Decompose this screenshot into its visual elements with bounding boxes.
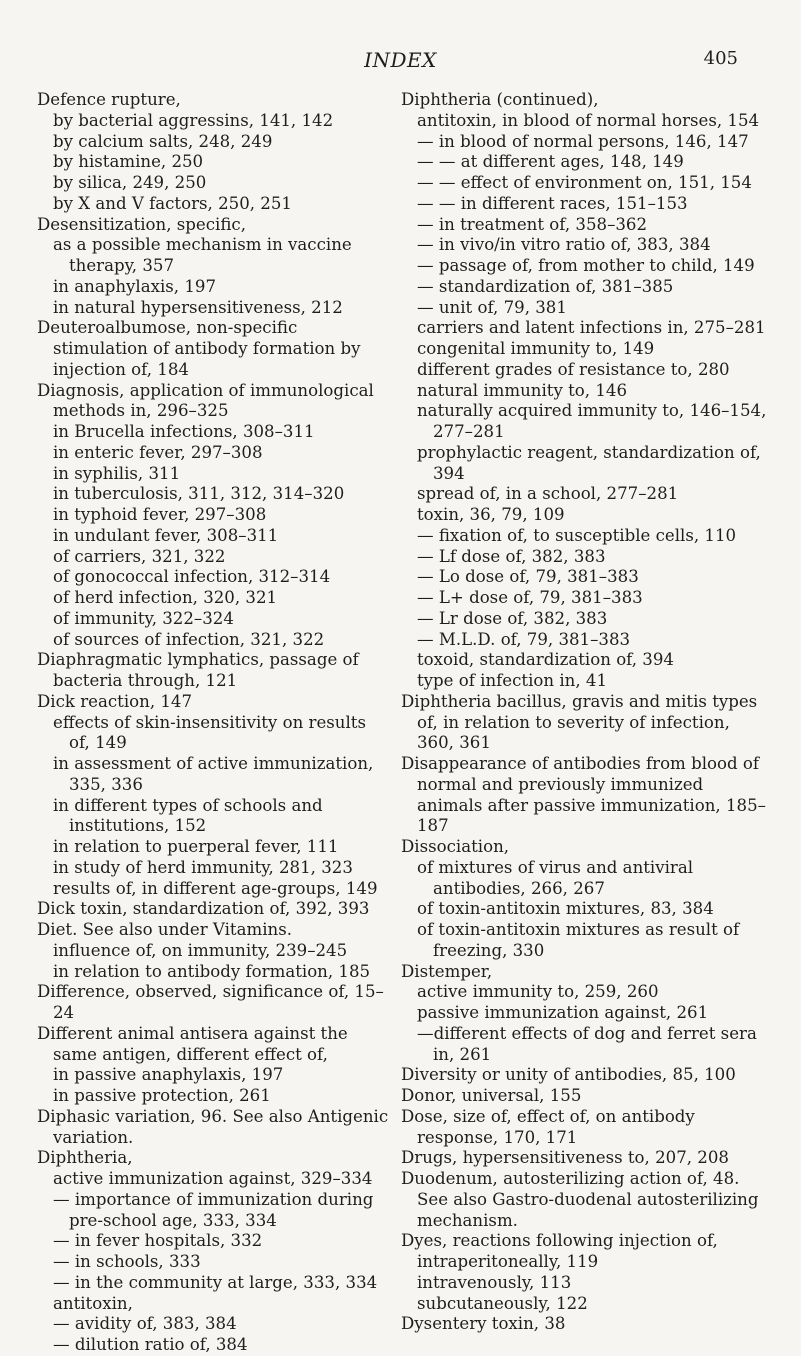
- index-entry: Diversity or unity of antibodies, 85, 100: [401, 1065, 736, 1085]
- index-entry: Diphtheria bacillus, gravis and mitis types of, in relation to severity of infection, 360, 361: [401, 691, 758, 753]
- index-subentry: — dilution ratio of, 384: [53, 1335, 248, 1354]
- index-subentry: in study of herd immunity, 281, 323: [53, 857, 353, 877]
- index-subentry: natural immunity to, 146: [417, 380, 627, 400]
- index-subentry: influence of, on immunity, 239–245: [53, 940, 348, 960]
- index-subentry: in assessment of active immunization, 335, 336: [53, 754, 374, 794]
- index-subentry: in relation to antibody formation, 185: [53, 961, 371, 981]
- index-subentry: antitoxin,: [53, 1293, 133, 1313]
- index-subentry: — in vivo/in vitro ratio of, 383, 384: [417, 235, 711, 255]
- index-entry: Diagnosis, application of immunological methods in, 296–325: [37, 380, 374, 421]
- index-subentry: of mixtures of virus and antiviral antibodies, 266, 267: [417, 857, 694, 898]
- index-entry: Deuteroalbumose, non-specific stimulation of antibody formation by injection of, 184: [37, 318, 361, 379]
- index-subentry: antitoxin, in blood of normal horses, 154: [417, 110, 760, 130]
- index-subentry: of sources of infection, 321, 322: [53, 629, 325, 649]
- index-entry: Defence rupture,: [37, 90, 181, 109]
- index-subentry: — Lo dose of, 79, 381–383: [417, 567, 639, 587]
- index-subentry: — in fever hospitals, 332: [53, 1231, 263, 1251]
- index-subentry: effects of skin-insensitivity on results of, 149: [53, 712, 366, 753]
- index-entry: Desensitization, specific,: [37, 214, 246, 234]
- index-entry: Dissociation,: [401, 837, 510, 856]
- index-subentry: by histamine, 250: [53, 152, 204, 172]
- index-subentry: in Brucella infections, 308–311: [53, 422, 315, 441]
- index-entry: Diaphragmatic lymphatics, passage of bacteria through, 121: [37, 650, 359, 690]
- index-subentry: spread of, in a school, 277–281: [417, 484, 679, 504]
- index-subentry: congenital immunity to, 149: [417, 339, 655, 358]
- index-subentry: active immunity to, 259, 260: [417, 982, 659, 1002]
- index-entry: Diphtheria,: [37, 1148, 133, 1168]
- index-subentry: in passive anaphylaxis, 197: [53, 1065, 284, 1085]
- index-subentry: of toxin-antitoxin mixtures as result of freezing, 330: [417, 920, 740, 960]
- index-subentry: — in the community at large, 333, 334: [53, 1272, 378, 1292]
- index-subentry: — Lf dose of, 382, 383: [417, 546, 606, 566]
- index-column-right: [401, 90, 772, 1335]
- index-subentry: — — effect of environment on, 151, 154: [417, 173, 752, 192]
- index-subentry: type of infection in, 41: [417, 671, 608, 690]
- index-entry: Donor, universal, 155: [401, 1086, 582, 1105]
- index-subentry: by silica, 249, 250: [53, 173, 207, 192]
- index-subentry: — standardization of, 381–385: [417, 276, 674, 296]
- index-entry: Distemper,: [401, 961, 493, 981]
- index-subentry: —different effects of dog and ferret sera in, 261: [417, 1023, 757, 1064]
- index-subentry: — M.L.D. of, 79, 381–383: [417, 629, 631, 649]
- index-subentry: toxin, 36, 79, 109: [417, 505, 565, 524]
- index-subentry: in syphilis, 311: [53, 463, 181, 483]
- index-subentry: naturally acquired immunity to, 146–154, 277–281: [417, 401, 767, 441]
- index-subentry: in passive protection, 261: [53, 1086, 271, 1105]
- index-subentry: by bacterial aggressins, 141, 142: [53, 110, 334, 130]
- index-entry: Dose, size of, effect of, on antibody response, 170, 171: [401, 1106, 695, 1147]
- index-subentry: — importance of immunization during pre-school age, 333, 334: [53, 1189, 374, 1230]
- index-entry: Drugs, hypersensitiveness to, 207, 208: [401, 1148, 729, 1168]
- index-subentry: — — in different races, 151–153: [417, 193, 688, 213]
- index-subentry: of toxin-antitoxin mixtures, 83, 384: [417, 899, 714, 919]
- index-subentry: active immunization against, 329–334: [53, 1169, 373, 1188]
- index-subentry: in different types of schools and institutions, 152: [53, 795, 323, 836]
- index-subentry: of herd infection, 320, 321: [53, 588, 278, 607]
- index-subentry: intravenously, 113: [417, 1272, 572, 1292]
- index-subentry: carriers and latent infections in, 275–281: [417, 318, 766, 338]
- index-entry: Diphtheria (continued),: [401, 90, 599, 109]
- page-header: [0, 48, 801, 74]
- index-subentry: passive immunization against, 261: [417, 1003, 709, 1022]
- index-entry: Disappearance of antibodies from blood of normal and previously immunized animals after passive immunization, 185–187: [401, 754, 766, 836]
- index-subentry: of gonococcal infection, 312–314: [53, 567, 331, 587]
- index-subentry: in undulant fever, 308–311: [53, 525, 279, 545]
- index-subentry: in typhoid fever, 297–308: [53, 505, 267, 524]
- index-subentry: as a possible mechanism in vaccine therapy, 357: [53, 235, 352, 275]
- index-subentry: results of, in different age-groups, 149: [53, 878, 378, 898]
- index-subentry: of immunity, 322–324: [53, 608, 234, 628]
- index-subentry: in tuberculosis, 311, 312, 314–320: [53, 484, 345, 504]
- index-entry: Dick toxin, standardization of, 392, 393: [37, 899, 370, 919]
- index-entry: Dick reaction, 147: [37, 691, 193, 711]
- index-entry: Different animal antisera against the same antigen, different effect of,: [37, 1023, 348, 1064]
- index-subentry: different grades of resistance to, 280: [417, 359, 730, 379]
- index-subentry: in relation to puerperal fever, 111: [53, 837, 339, 856]
- index-subentry: — in treatment of, 358–362: [417, 214, 648, 234]
- running-title: INDEX: [364, 48, 437, 72]
- index-subentry: in anaphylaxis, 197: [53, 276, 217, 296]
- index-entry: Duodenum, autosterilizing action of, 48. See also Gastro-duodenal autosterilizing mechanism.: [401, 1169, 759, 1230]
- index-entry: Difference, observed, significance of, 15–24: [37, 982, 384, 1022]
- index-subentry: intraperitoneally, 119: [417, 1252, 599, 1271]
- index-subentry: — L+ dose of, 79, 381–383: [417, 588, 643, 607]
- index-subentry: prophylactic reagent, standardization of, 394: [417, 442, 761, 483]
- index-entry: Diphasic variation, 96. See also Antigenic variation.: [37, 1106, 389, 1147]
- index-subentry: by X and V factors, 250, 251: [53, 193, 292, 213]
- index-subentry: toxoid, standardization of, 394: [417, 650, 674, 670]
- index-subentry: of carriers, 321, 322: [53, 546, 226, 566]
- index-entry: Dysentery toxin, 38: [401, 1314, 566, 1334]
- index-subentry: subcutaneously, 122: [417, 1293, 588, 1313]
- index-subentry: in enteric fever, 297–308: [53, 442, 263, 462]
- index-subentry: — avidity of, 383, 384: [53, 1314, 237, 1334]
- index-subentry: — Lr dose of, 382, 383: [417, 608, 608, 628]
- index-subentry: — in schools, 333: [53, 1252, 201, 1271]
- index-entry: Dyes, reactions following injection of,: [401, 1231, 718, 1251]
- index-subentry: — passage of, from mother to child, 149: [417, 256, 755, 275]
- index-subentry: — unit of, 79, 381: [417, 297, 567, 317]
- index-subentry: — — at different ages, 148, 149: [417, 152, 684, 172]
- index-subentry: in natural hypersensitiveness, 212: [53, 297, 343, 317]
- page-number: 405: [703, 48, 738, 69]
- index-column-left: [37, 90, 390, 1356]
- index-subentry: — fixation of, to susceptible cells, 110: [417, 525, 737, 545]
- index-entry: Diet. See also under Vitamins.: [37, 920, 293, 939]
- index-subentry: — in blood of normal persons, 146, 147: [417, 131, 749, 151]
- index-subentry: by calcium salts, 248, 249: [53, 131, 273, 151]
